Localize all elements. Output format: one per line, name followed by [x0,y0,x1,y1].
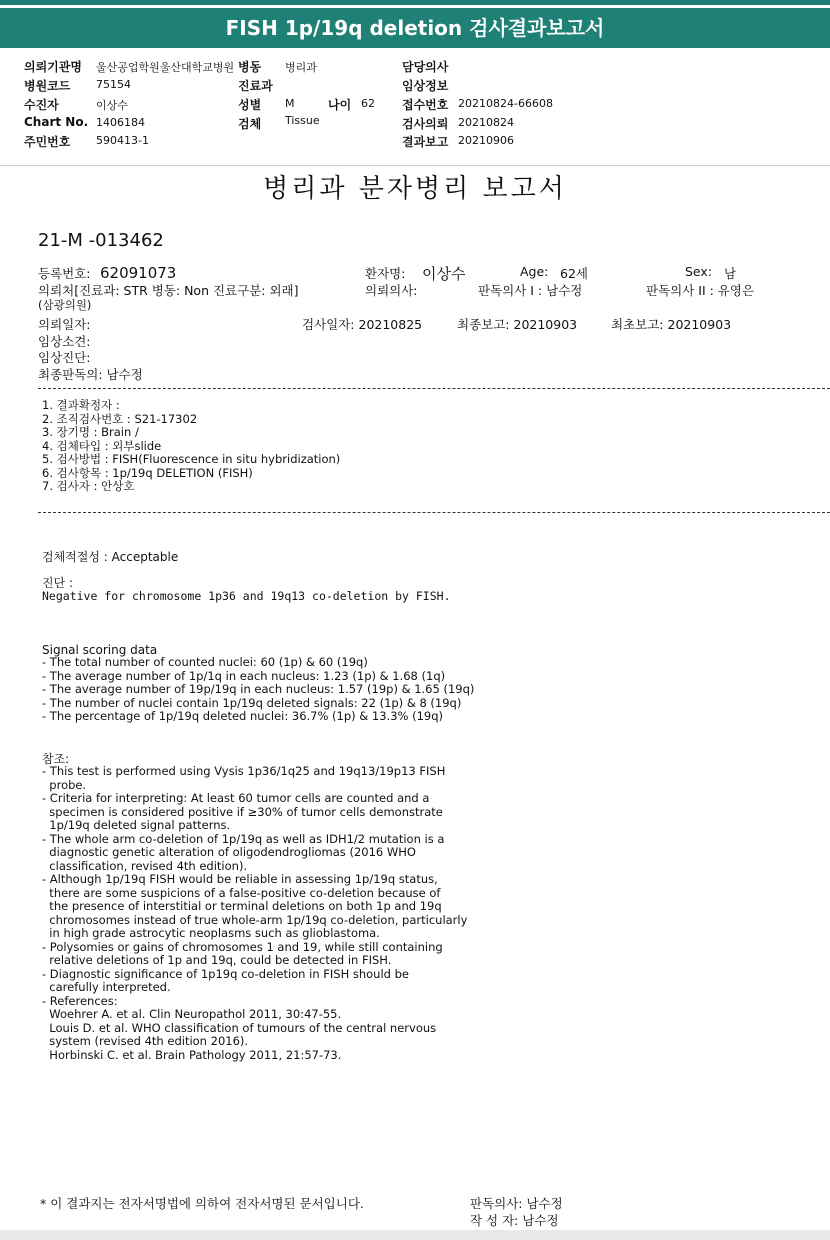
age-label-report: Age: [520,264,549,279]
reference-line: - This test is performed using Vysis 1p36/1q25 and 19q13/19p13 FISH [42,764,446,778]
info-list-item: 6. 검사항목 : 1p/19q DELETION (FISH) [42,465,253,480]
e-signature-note: * 이 결과지는 전자서명법에 의하여 전자서명된 문서입니다. [40,1196,364,1211]
sex-label-report: Sex: [685,264,713,279]
patient-label: 수진자 [24,98,59,112]
signal-line: - The average number of 1p/1q in each nucleus: 1.23 (1p) & 1.68 (1q) [42,668,446,683]
clinical-diagnosis: 임상진단: [38,350,91,365]
pathologist-1: 판독의사 I : 남수정 [478,283,583,298]
footer-writer: 작 성 자: 남수정 [470,1213,559,1228]
info-list-item: 5. 검사방법 : FISH(Fluorescence in situ hybridization) [42,452,341,466]
reference-line: in high grade astrocytic neoplasms such as glioblastoma. [42,926,380,940]
diagnosis-text: Negative for chromosome 1p36 and 19q13 co-deletion by FISH. [42,589,451,603]
signal-line: - The total number of counted nuclei: 60 (1p) & 60 (19q) [42,655,368,669]
footer-bar [0,1230,830,1240]
reference-line: Louis D. et al. WHO classification of tumours of the central nervous [42,1020,437,1035]
specimen-label: 검체 [238,117,262,131]
reference-line: carefully interpreted. [42,980,171,994]
age-label: 나이 [328,98,352,112]
referral-cont: (삼광의원) [38,298,92,312]
institution-label: 의뢰기관명 [24,60,82,74]
receipt-value: 20210824-66608 [458,97,553,110]
request-value: 20210824 [458,116,514,129]
patient-name-label: 환자명: [365,266,406,281]
specimen-info-list [42,399,340,494]
reg-label: 등록번호: [38,266,91,281]
reference-line: 1p/19q deleted signal patterns. [42,818,231,832]
request-label: 검사의뢰 [402,117,449,131]
clinical-findings: 임상소견: [38,334,91,349]
dashed-divider-bottom [38,512,830,513]
final-report-date: 최종보고: 20210903 [457,317,578,332]
reference-line: - The whole arm co-deletion of 1p/19q as well as IDH1/2 mutation is a [42,831,445,846]
first-report-date: 최초보고: 20210903 [611,317,732,332]
receipt-label: 접수번호 [402,98,449,112]
reference-line: - Polysomies or gains of chromosomes 1 and 19, while still containing [42,939,443,954]
info-list-item: 1. 결과확정자 : [42,398,120,412]
signal-scoring-title: Signal scoring data [42,643,158,657]
reference-line: Horbinski C. et al. Brain Pathology 2011, 21:57-73. [42,1047,342,1062]
signal-line: - The average number of 19p/19q in each nucleus: 1.57 (19p) & 1.65 (19q) [42,682,475,696]
specimen-value: Tissue [285,114,320,127]
clinical-info-label: 임상정보 [402,79,449,93]
institution-value: 울산공업학원울산대학교병원 [96,61,235,74]
referral-line: 의뢰처[진료과: STR 병동: Non 진료구분: 외래] [38,283,299,298]
ward-value: 병리과 [285,61,317,74]
hospital-code-value: 75154 [96,78,131,91]
chart-label: Chart No. [24,115,89,129]
reference-line: relative deletions of 1p and 19q, could be detected in FISH. [42,953,392,967]
result-report-label: 결과보고 [402,135,449,149]
info-list-item: 3. 장기명 : Brain / [42,425,139,439]
age-value-report: 62세 [560,266,588,281]
header-info-box [0,50,830,166]
patient-name-value: 이상수 [422,265,466,283]
age-value: 62 [361,97,375,110]
request-date-label: 의뢰일자: [38,317,91,332]
reference-line: - Criteria for interpreting: At least 60 tumor cells are counted and a [42,791,430,805]
ref-doctor-label: 의뢰의사: [365,283,418,298]
exam-date: 검사일자: 20210825 [302,317,423,332]
reference-line: system (revised 4th edition 2016). [42,1034,249,1048]
sex-value-report: 남 [724,266,737,281]
reference-line: chromosomes instead of true whole-arm 1p/19q co-deletion, particularly [42,912,468,927]
specimen-adequacy: 검체적절성 : Acceptable [42,550,179,564]
document-title: 병리과 분자병리 보고서 [263,174,567,204]
id-value: 590413-1 [96,134,149,147]
reference-line: - Although 1p/19q FISH would be reliable in assessing 1p/19q status, [42,872,438,886]
reference-line: there are some suspicions of a false-positive co-deletion because of [42,885,441,900]
signal-line: - The number of nuclei contain 1p/19q deleted signals: 22 (1p) & 8 (19q) [42,695,462,710]
final-reader: 최종판독의: 남수정 [38,367,143,382]
department-label: 진료과 [238,79,273,93]
sex-value: M [285,97,295,110]
reference-notes [42,765,467,1062]
reference-title: 참조: [42,752,70,766]
pathologist-2: 판독의사 II : 유영은 [646,283,755,298]
ward-label: 병동 [238,60,262,74]
id-label: 주민번호 [24,135,71,149]
report-banner-title: FISH 1p/19q deletion 검사결과보고서 [0,8,830,48]
patient-value: 이상수 [96,99,128,112]
reference-line: - Diagnostic significance of 1p19q co-deletion in FISH should be [42,966,410,981]
reference-line: specimen is considered positive if ≥30% of tumor cells demonstrate [42,804,443,819]
physician-label: 담당의사 [402,60,449,74]
reg-value: 62091073 [100,264,177,282]
signal-scoring-list [42,656,474,724]
info-list-item: 7. 검사자 : 안상호 [42,479,135,493]
signal-line: - The percentage of 1p/19q deleted nuclei: 36.7% (1p) & 13.3% (19q) [42,709,444,723]
reference-line: - References: [42,993,118,1008]
result-report-value: 20210906 [458,134,514,147]
dashed-divider-top [38,388,830,389]
diagnosis-label: 진단 : [42,576,74,590]
chart-value: 1406184 [96,116,145,129]
info-list-item: 2. 조직검사번호 : S21-17302 [42,411,198,426]
reference-line: probe. [42,777,87,792]
reference-line: Woehrer A. et al. Clin Neuropathol 2011, 30:47-55. [42,1007,342,1021]
reference-line: classification, revised 4th edition). [42,858,248,873]
hospital-code-label: 병원코드 [24,79,71,93]
case-number: 21-M -013462 [38,230,164,251]
footer-reader: 판독의사: 남수정 [470,1196,563,1211]
top-rule [0,0,830,5]
reference-line: the presence of interstitial or terminal deletions on both 1p and 19q [42,899,442,913]
sex-label: 성별 [238,98,262,112]
reference-line: diagnostic genetic alteration of oligodendrogliomas (2016 WHO [42,845,416,859]
info-list-item: 4. 검체타입 : 외부slide [42,438,162,453]
